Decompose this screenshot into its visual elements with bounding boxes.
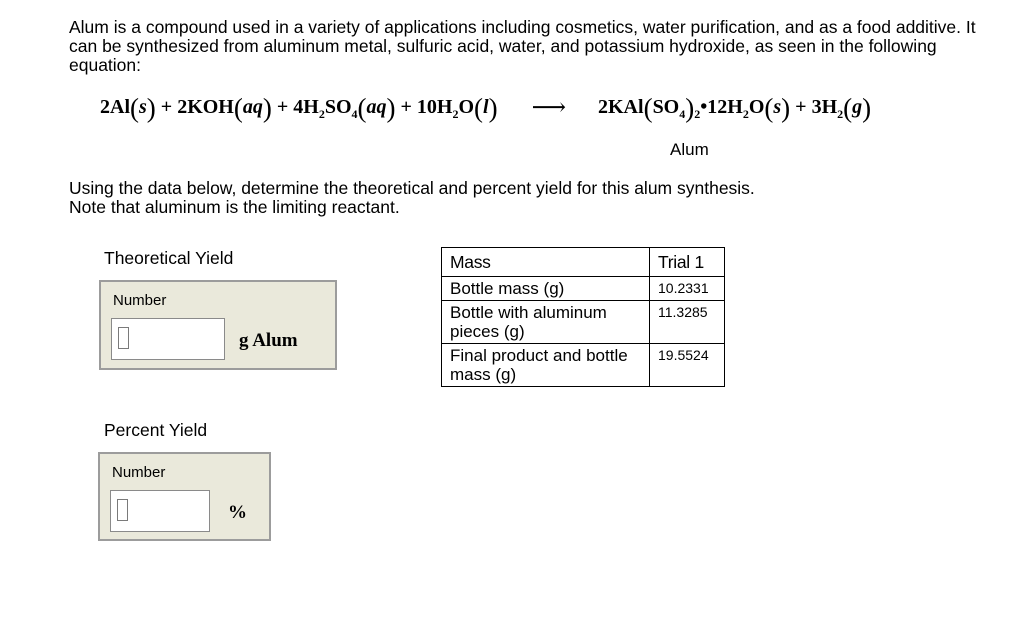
eq-h2-sub: 2 (837, 107, 844, 121)
table-row-label: Bottle with aluminum pieces (g) (442, 301, 650, 344)
mass-data-table (441, 247, 725, 387)
product-label: Alum (670, 140, 709, 159)
theoretical-yield-input[interactable] (111, 318, 225, 360)
percent-yield-input[interactable] (110, 490, 210, 532)
table-header-trial: Trial 1 (650, 248, 725, 277)
table-row-value: 11.3285 (650, 301, 725, 344)
table-row-label: Bottle mass (g) (442, 277, 650, 301)
eq-alum-d: O (748, 96, 765, 118)
eq-h2so4-a: + 4H (276, 96, 319, 118)
eq-alum-state: s (773, 96, 782, 118)
eq-h2-state: g (852, 96, 863, 118)
percent-yield-title: Percent Yield (104, 420, 208, 440)
intro-text: Alum is a compound used in a variety of applications including cosmetics, water purification, and as a food additive. It can be synthesized from aluminum metal, sulfuric acid, water, and potassium hydroxide, as seen in the following equation: (69, 17, 976, 75)
table-row-value: 10.2331 (650, 277, 725, 301)
reaction-arrow-icon: ⟶ (531, 95, 566, 121)
eq-koh: + 2KOH (160, 96, 234, 118)
eq-h2so4-sub1: 2 (318, 107, 325, 121)
table-row (442, 277, 725, 301)
eq-h2so4-sub2: 4 (351, 107, 358, 121)
eq-h2-a: + 3H (795, 96, 838, 118)
percent-yield-unit: % (228, 502, 247, 523)
eq-al-state: s (139, 96, 147, 118)
theoretical-yield-box (99, 280, 337, 370)
eq-alum-sub1: 4 (679, 107, 686, 121)
table-row-value: 19.5524 (650, 344, 725, 387)
chemical-equation: $2Al(s) + 2KOH(aq) + 4H_2SO_4(aq) + 10H_2O(l)$ ⟶ $2KAl(SO_4)_2•12H_2O(s) + 3H_2(g)$ (100, 93, 872, 123)
eq-alum-sub2: 2 (694, 107, 701, 121)
instructions (69, 179, 969, 217)
eq-alum-sub3: 2 (742, 107, 749, 121)
table-row (442, 301, 725, 344)
eq-h2o-sub: 2 (452, 107, 459, 121)
theoretical-yield-caption: Number (113, 292, 167, 309)
eq-alum-a: 2KAl (598, 96, 644, 118)
theoretical-yield-title: Theoretical Yield (104, 248, 234, 268)
instructions-line-1: Using the data below, determine the theoretical and percent yield for this alum synthesis. (69, 178, 755, 198)
table-header-mass: Mass (442, 248, 650, 277)
eq-al: 2Al (100, 96, 130, 118)
percent-yield-box (98, 452, 271, 541)
eq-h2o-state: l (483, 96, 489, 118)
instructions-line-2: Note that aluminum is the limiting reactant. (69, 197, 400, 217)
eq-h2o-b: O (458, 96, 475, 118)
eq-h2so4-b: SO (324, 96, 352, 118)
eq-alum-c: •12H (700, 96, 743, 118)
eq-koh-state: aq (242, 96, 263, 118)
percent-yield-caption: Number (112, 464, 166, 481)
eq-h2o-a: + 10H (400, 96, 453, 118)
eq-h2so4-state: aq (366, 96, 387, 118)
theoretical-yield-unit: g Alum (239, 330, 298, 351)
eq-alum-b: SO (652, 96, 680, 118)
table-header-row (442, 248, 725, 277)
table-row-label: Final product and bottle mass (g) (442, 344, 650, 387)
table-row (442, 344, 725, 387)
